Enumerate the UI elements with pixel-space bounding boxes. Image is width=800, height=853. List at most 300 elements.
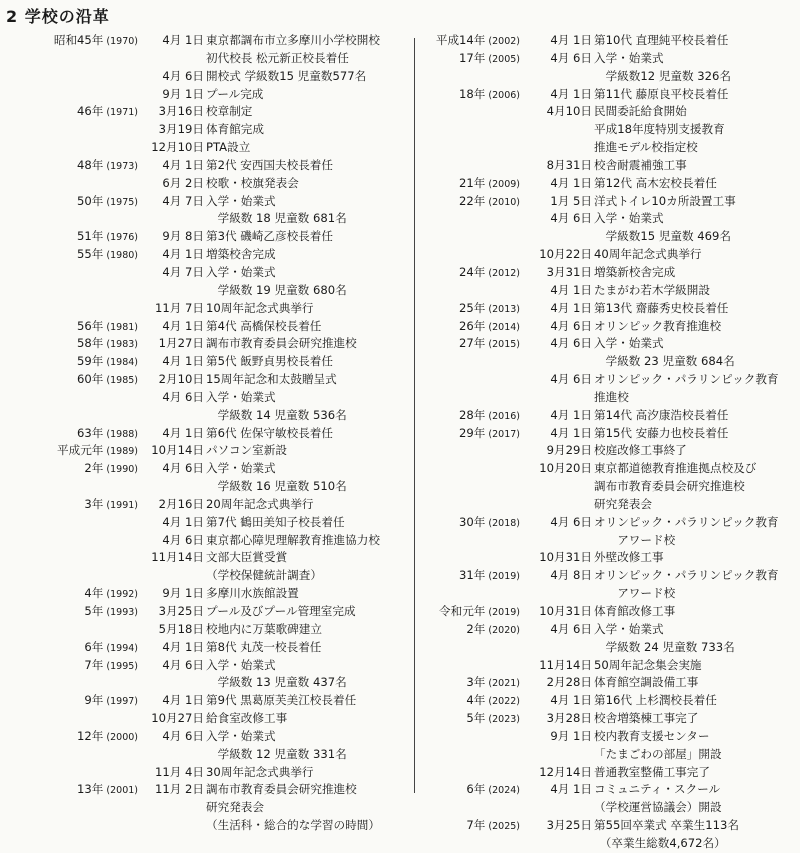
event-text: 民間委託給食開始 [594,104,687,119]
history-entry [416,549,800,567]
event-text: 洋式トイレ10カ所設置工事 [594,193,736,208]
event-date: 4月 6日 [550,336,592,351]
history-entry [0,549,412,567]
history-entry [416,86,800,104]
western-year: (1975) [103,196,138,208]
era-label: 13年 [77,782,104,797]
event-text: 学級数 16 児童数 510名 [206,479,347,494]
history-entry [416,674,800,692]
history-entry [0,32,412,50]
event-date: 9月 8日 [162,229,204,244]
event-date: 4月 6日 [162,68,204,83]
history-entry [0,246,412,264]
event-date: 1月 5日 [550,193,592,208]
event-date: 3月16日 [158,104,204,119]
western-year: (1997) [103,696,138,708]
history-entry [416,764,800,782]
era-label: 29年 [459,425,486,440]
event-text: 第10代 直理純平校長着任 [594,33,729,47]
history-entry [416,121,800,139]
era-label: 2年 [466,621,486,636]
event-text: 入学・始業式 [206,461,276,476]
western-year: (2015) [485,339,520,351]
western-year: (1989) [103,446,138,458]
era-label: 30年 [459,514,486,529]
event-date: 3月31日 [546,264,592,279]
event-text: 第5代 飯野貞男校長着任 [206,354,333,369]
era-label: 6年 [466,782,486,797]
event-date: 4月 1日 [550,782,592,797]
history-entry [416,478,800,496]
event-text: （生活科・総合的な学習の時間） [206,818,380,833]
history-entry [0,639,412,657]
western-year: (1973) [103,160,138,172]
event-date: 2月16日 [158,496,204,511]
history-entry [416,585,800,603]
history-entry [0,514,412,532]
event-text: 第2代 安西国夫校長着任 [206,157,333,172]
history-entry [0,585,412,603]
event-text: 30周年記念式典挙行 [206,764,314,779]
event-date: 4月 1日 [550,425,592,440]
event-date: 1月27日 [158,336,204,351]
history-entry [416,799,800,817]
event-date: 11月 4日 [154,764,204,779]
event-text: 入学・始業式 [206,389,276,404]
history-entry [416,103,800,121]
era-label: 22年 [459,193,486,208]
era-label: 7年 [84,657,104,672]
event-text: パソコン室新設 [206,443,287,458]
history-entry [416,371,800,389]
history-entry [0,657,412,675]
western-year: (2024) [485,785,520,797]
event-date: 4月 1日 [550,407,592,422]
western-year: (2012) [485,267,520,279]
event-text: 入学・始業式 [206,728,276,743]
western-year: (2022) [485,696,520,708]
western-year: (1985) [103,375,138,387]
event-date: 9月 1日 [550,728,592,743]
event-text: 学級数15 児童数 469名 [594,229,732,244]
event-date: 4月 6日 [550,514,592,529]
event-text: 10周年記念式典挙行 [206,300,314,315]
event-text: 給食室改修工事 [206,711,288,726]
event-date: 4月 1日 [550,282,592,297]
event-text: 20周年記念式典挙行 [206,496,314,511]
event-text: 学級数 24 児童数 733名 [594,639,735,654]
history-entry [0,407,412,425]
history-entry [0,442,412,460]
event-date: 5月18日 [158,621,204,636]
history-entry [416,621,800,639]
western-year: (2019) [485,571,520,583]
era-label: 58年 [77,336,104,351]
western-year: (2023) [485,714,520,726]
history-column-left [0,32,412,835]
event-text: アワード校 [594,586,676,601]
era-label: 56年 [77,318,104,333]
history-entry [416,32,800,50]
history-entry [0,210,412,228]
history-entry [416,817,800,835]
era-label: 5年 [466,711,486,726]
western-year: (2018) [485,517,520,529]
event-date: 4月 1日 [162,247,204,262]
event-text: 東京都調布市立多摩川小学校開校 [206,33,380,47]
western-year: (1992) [103,589,138,601]
event-date: 4月 1日 [550,300,592,315]
event-date: 4月 7日 [162,193,204,208]
era-label: 4年 [84,586,104,601]
era-label: 令和元年 [439,604,486,618]
history-entry [416,710,800,728]
history-entry [416,460,800,478]
era-label: 2年 [84,461,104,476]
event-date: 11月 7日 [154,300,204,315]
event-text: 東京都道徳教育推進拠点校及び [594,461,757,476]
event-text: （学校保健統計調査） [206,568,322,583]
event-text: オリンピック・パラリンピック教育 [594,514,779,529]
history-entry [416,407,800,425]
history-entry [416,532,800,550]
western-year: (2005) [485,53,520,65]
era-label: 7年 [466,818,486,833]
event-text: 入学・始業式 [206,264,276,279]
event-text: 校歌・校旗発表会 [206,175,299,190]
history-column-right [416,32,800,853]
event-text: 学級数 14 児童数 536名 [206,407,347,422]
history-entry [0,746,412,764]
page-title: 2 学校の沿革 [6,7,110,26]
event-date: 10月20日 [539,461,592,476]
era-label: 63年 [77,425,104,440]
era-label: 28年 [459,407,486,422]
era-label: 46年 [77,104,104,119]
event-text: 第9代 黒葛原芙美江校長着任 [206,693,357,708]
event-date: 4月 6日 [550,211,592,226]
event-text: たまがわ若木学級開設 [594,282,710,297]
event-date: 10月27日 [151,711,204,726]
event-text: 普通教室整備工事完了 [594,764,710,779]
history-entry [0,710,412,728]
event-date: 4月 1日 [162,425,204,440]
history-entry [416,300,800,318]
history-entry [0,139,412,157]
western-year: (1993) [103,607,138,618]
event-text: 校地内に万葉歌碑建立 [206,621,322,636]
era-label: 9年 [84,693,104,708]
history-entry [0,103,412,121]
event-text: 第8代 丸茂一校長着任 [206,639,322,654]
event-text: 東京都心障児理解教育推進協力校 [206,532,380,547]
event-date: 4月 6日 [162,657,204,672]
history-entry [0,496,412,514]
event-text: コミュニティ・スクール [594,782,721,797]
history-entry [416,728,800,746]
history-entry [416,692,800,710]
event-date: 9月 1日 [162,86,204,101]
history-entry [416,353,800,371]
era-label: 6年 [84,639,104,654]
western-year: (2013) [485,303,520,315]
western-year: (2000) [103,731,138,743]
event-text: 多摩川水族館設置 [206,586,299,601]
western-year: (2021) [485,678,520,690]
western-year: (1988) [103,428,138,440]
event-text: 入学・始業式 [206,657,276,672]
event-text: 平成18年度特別支援教育 [594,122,725,137]
event-text: 学級数 12 児童数 331名 [206,746,347,761]
event-text: 第16代 上杉潤校長着任 [594,693,717,708]
era-label: 12年 [77,728,104,743]
history-entry [0,674,412,692]
history-entry [0,425,412,443]
western-year: (2001) [103,785,138,797]
western-year: (2025) [485,821,520,833]
event-text: 校章制定 [206,104,253,119]
era-label: 25年 [459,300,486,315]
event-text: （学校運営協議会）開設 [594,800,722,815]
history-entry [0,371,412,389]
event-date: 4月 1日 [162,318,204,333]
event-date: 4月 1日 [162,514,204,529]
event-text: 調布市教育委員会研究推進校 [594,479,745,494]
event-text: PTA設立 [206,140,251,155]
western-year: (2010) [485,196,520,208]
event-text: 校庭改修工事終了 [594,443,687,458]
history-entry [416,139,800,157]
event-text: 体育館改修工事 [594,604,676,618]
event-text: プール及びプール管理室完成 [206,604,356,618]
history-entry [0,621,412,639]
history-entry [416,442,800,460]
history-entry [416,389,800,407]
history-entry [0,121,412,139]
event-date: 4月 6日 [162,389,204,404]
event-date: 4月10日 [546,104,592,119]
history-entry [0,86,412,104]
event-text: 第14代 高汐康浩校長着任 [594,407,729,422]
event-text: 入学・始業式 [594,621,664,636]
event-date: 3月25日 [546,818,592,833]
era-label: 5年 [84,604,104,618]
event-date: 4月 1日 [162,354,204,369]
history-entry [416,514,800,532]
history-entry [416,496,800,514]
western-year: (1983) [103,339,138,351]
event-text: 体育館空調設備工事 [594,675,699,690]
event-date: 2月10日 [158,372,204,387]
era-label: 26年 [459,318,486,333]
history-entry [416,425,800,443]
event-date: 4月 6日 [162,728,204,743]
history-entry [0,228,412,246]
event-text: アワード校 [594,532,676,547]
event-date: 4月 6日 [550,621,592,636]
western-year: (1976) [103,232,138,244]
history-entry [416,210,800,228]
event-text: 学級数 13 児童数 437名 [206,675,347,690]
era-label: 21年 [459,175,486,190]
event-date: 6月 2日 [162,175,204,190]
history-entry [0,817,412,835]
event-date: 12月10日 [151,140,204,155]
event-date: 4月 6日 [550,372,592,387]
western-year: (2014) [485,321,520,333]
history-entry [416,657,800,675]
event-date: 12月14日 [539,764,592,779]
event-date: 10月31日 [539,604,592,618]
event-text: 初代校長 松元新正校長着任 [206,50,349,65]
history-entry [416,175,800,193]
event-date: 4月 1日 [550,693,592,708]
event-text: 第6代 佐保守敏校長着任 [206,425,333,440]
western-year: (1970) [103,36,138,47]
event-date: 4月 7日 [162,264,204,279]
era-label: 55年 [77,247,104,262]
event-date: 10月22日 [539,247,592,262]
event-text: 入学・始業式 [206,193,276,208]
western-year: (1984) [103,357,138,369]
event-text: 第13代 齋藤秀史校長着任 [594,300,729,315]
era-label: 4年 [466,693,486,708]
era-label: 51年 [77,229,104,244]
western-year: (1995) [103,660,138,672]
era-label: 27年 [459,336,486,351]
event-text: 調布市教育委員会研究推進校 [206,782,357,797]
history-entry [0,389,412,407]
event-text: 第12代 高木宏校長着任 [594,175,717,190]
history-entry [0,175,412,193]
history-entry [0,799,412,817]
event-text: 体育館完成 [206,122,264,137]
event-text: 増築校舎完成 [206,247,276,262]
history-entry [416,50,800,68]
event-text: 第11代 藤原良平校長着任 [594,86,729,101]
era-label: 平成14年 [435,33,486,47]
event-text: 「たまごわの部屋」開設 [594,746,722,761]
column-divider [414,38,415,793]
event-text: 第7代 鶴田美知子校長着任 [206,514,345,529]
history-entry [0,532,412,550]
western-year: (1981) [103,321,138,333]
western-year: (1994) [103,642,138,654]
event-text: 推進校 [594,389,629,404]
history-entry [0,353,412,371]
history-entry [416,246,800,264]
event-date: 9月29日 [546,443,592,458]
event-text: 学級数 23 児童数 684名 [594,354,735,369]
event-text: オリンピック・パラリンピック教育 [594,568,779,583]
history-entry [0,157,412,175]
event-date: 4月 1日 [550,86,592,101]
era-label: 平成元年 [57,443,104,458]
history-entry [416,157,800,175]
western-year: (2016) [485,410,520,422]
event-text: 学級数 19 児童数 680名 [206,282,347,297]
history-entry [0,264,412,282]
history-entry [0,193,412,211]
event-text: 15周年記念和太鼓贈呈式 [206,372,337,387]
history-entry [0,68,412,86]
event-date: 10月14日 [151,443,204,458]
event-text: 入学・始業式 [594,211,664,226]
event-date: 10月31日 [539,550,592,565]
western-year: (1990) [103,464,138,476]
history-entry [0,300,412,318]
era-label: 昭和45年 [53,33,104,47]
event-date: 4月 1日 [162,33,204,47]
western-year: (2006) [485,89,520,101]
history-entry [416,335,800,353]
event-date: 4月 6日 [550,50,592,65]
event-date: 4月 1日 [162,157,204,172]
history-entry [0,692,412,710]
history-entry [416,282,800,300]
era-label: 18年 [459,86,486,101]
event-date: 4月 6日 [550,318,592,333]
western-year: (2002) [485,36,520,47]
history-entry [416,603,800,621]
event-date: 4月 1日 [162,639,204,654]
event-date: 11月14日 [151,550,204,565]
event-date: 4月 1日 [162,693,204,708]
era-label: 3年 [84,496,104,511]
event-date: 3月19日 [158,122,204,137]
event-text: 学級数 18 児童数 681名 [206,211,347,226]
history-entry [0,460,412,478]
event-text: （卒業生総数4,672名） [594,835,726,850]
event-text: 40周年記念式典挙行 [594,247,702,262]
history-entry [416,228,800,246]
history-entry [0,764,412,782]
history-entry [416,318,800,336]
event-text: 第3代 磯崎乙彦校長着任 [206,229,333,244]
era-label: 17年 [459,50,486,65]
event-text: 文部大臣賞受賞 [206,550,288,565]
western-year: (2019) [485,607,520,618]
western-year: (1971) [103,107,138,119]
event-date: 4月 8日 [550,568,592,583]
event-text: 推進モデル校指定校 [594,140,698,155]
western-year: (1980) [103,250,138,262]
history-entry [0,318,412,336]
era-label: 50年 [77,193,104,208]
history-entry [0,728,412,746]
history-entry [416,193,800,211]
western-year: (2020) [485,624,520,636]
event-text: 入学・始業式 [594,336,664,351]
history-entry [416,835,800,853]
history-entry [0,50,412,68]
event-text: 研究発表会 [206,800,264,815]
event-date: 3月25日 [158,604,204,618]
event-text: オリンピック教育推進校 [594,318,722,333]
era-label: 48年 [77,157,104,172]
event-text: プール完成 [206,86,264,101]
history-entry [0,567,412,585]
event-text: 外壁改修工事 [594,550,664,565]
western-year: (2009) [485,178,520,190]
event-text: 入学・始業式 [594,50,664,65]
event-text: 校内教育支援センター [594,728,710,743]
event-date: 4月 1日 [550,33,592,47]
event-date: 3月28日 [546,711,592,726]
event-text: 学級数12 児童数 326名 [594,68,732,83]
event-date: 4月 6日 [162,532,204,547]
event-date: 8月31日 [546,157,592,172]
